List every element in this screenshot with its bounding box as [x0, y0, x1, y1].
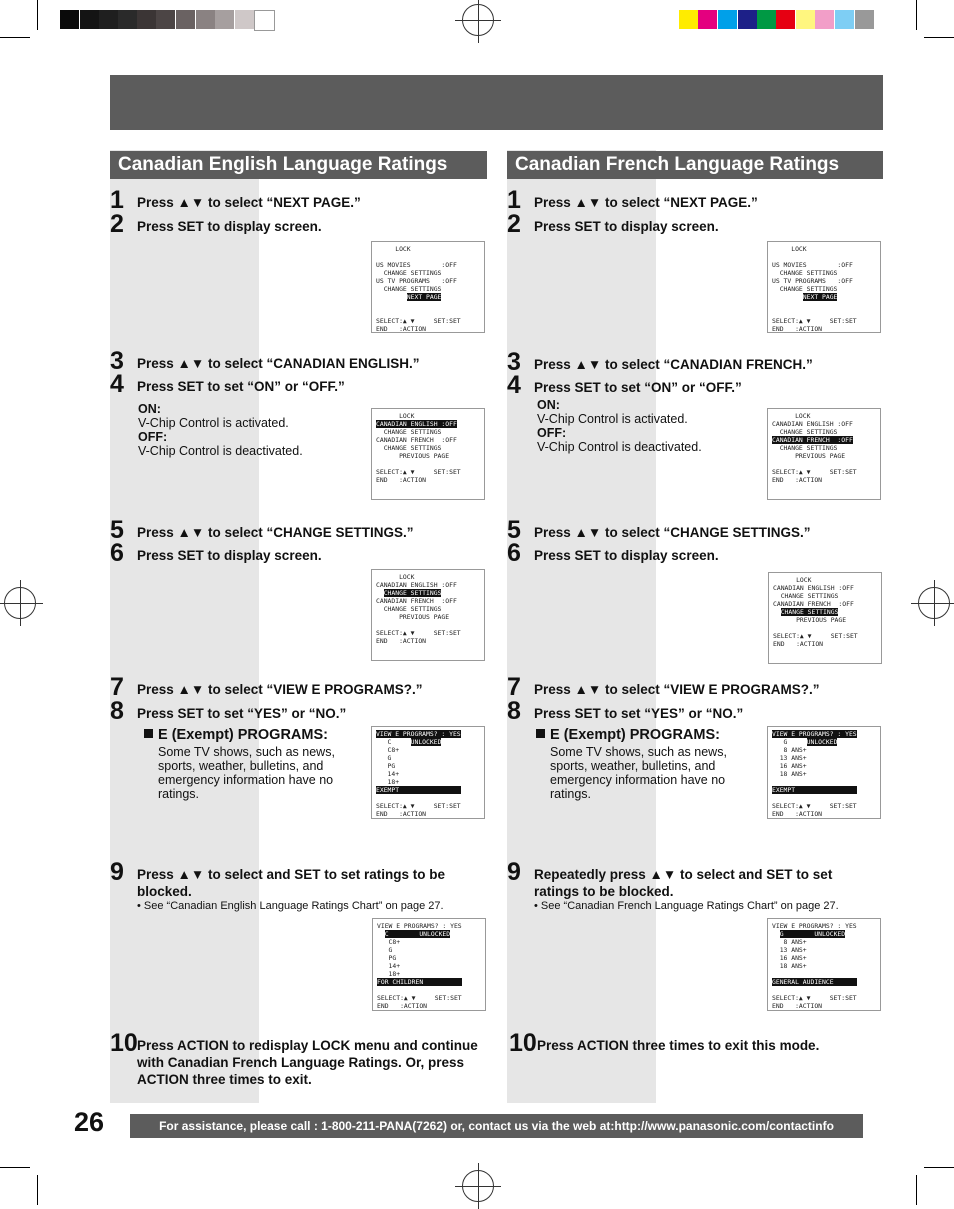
french-section-heading: Canadian French Language Ratings [507, 151, 883, 179]
english-exempt-title: E (Exempt) PROGRAMS: [144, 727, 328, 743]
screen-line [377, 930, 481, 938]
screen-line: US MOVIES :OFF [772, 261, 853, 269]
screen-line: 18+ [377, 970, 401, 978]
screen-line: CANADIAN FRENCH :OFF [376, 436, 457, 444]
screen-line: SELECT:▲ ▼ SET:SET [773, 632, 858, 640]
screen-line: G [376, 754, 392, 762]
screen-line: SELECT:▲ ▼ SET:SET [772, 994, 857, 1002]
english-step-1: Press ▲▼ to select “NEXT PAGE.” [137, 195, 361, 210]
step-number: 4 [507, 371, 521, 399]
color-swatch [196, 10, 215, 29]
registration-mark-icon [918, 587, 950, 619]
screen-highlight: EXEMPT [772, 786, 857, 794]
english-step-10: Press ACTION to redisplay LOCK menu and continue with Canadian French Language Ratings. Or, press ACTION three times to exit. [137, 1038, 478, 1087]
registration-mark-icon [462, 4, 494, 36]
step-number: 1 [507, 186, 521, 214]
color-swatch [757, 10, 776, 29]
screen-highlight: VIEW E PROGRAMS? : YES [772, 730, 857, 738]
screen-line: CANADIAN ENGLISH :OFF [376, 581, 457, 589]
page-number: 26 [74, 1107, 105, 1137]
color-swatch [99, 10, 118, 29]
color-swatch [235, 10, 254, 29]
step-number: 3 [507, 348, 521, 376]
english-step-4: Press SET to set “ON” or “OFF.” [137, 379, 345, 394]
screen-highlight: G UNLOCKED [779, 930, 846, 938]
screen-line: SELECT:▲ ▼ SET:SET [376, 802, 461, 810]
step-number: 2 [110, 210, 124, 238]
color-swatch [698, 10, 717, 29]
step-number: 8 [110, 697, 124, 725]
screen-highlight: UNLOCKED [410, 738, 442, 746]
english-exempt-text: Some TV shows, such as news, sports, weather, bulletins, and emergency information have no ratings. [158, 745, 335, 801]
crop-mark [37, 0, 38, 30]
step-number: 7 [110, 673, 124, 701]
english-section-heading: Canadian English Language Ratings [110, 151, 487, 179]
screen-line [772, 786, 876, 794]
screen-highlight: CANADIAN FRENCH :OFF [772, 436, 853, 444]
screen-line: END :ACTION [377, 1002, 428, 1010]
french-step-10: Press ACTION three times to exit this mode. [537, 1038, 820, 1053]
color-swatch [80, 10, 99, 29]
french-step-2: Press SET to display screen. [534, 219, 719, 234]
english-step-2: Press SET to display screen. [137, 219, 322, 234]
screen-line: CHANGE SETTINGS [772, 428, 838, 436]
color-swatch [718, 10, 737, 29]
screen-line: 16 ANS+ [772, 954, 807, 962]
color-swatch [118, 10, 137, 29]
on-text: V-Chip Control is activated. [138, 416, 289, 430]
screen-line [772, 253, 876, 261]
english-step-5: Press ▲▼ to select “CHANGE SETTINGS.” [137, 525, 414, 540]
screen-line: CHANGE SETTINGS [772, 444, 838, 452]
screen-line: US MOVIES :OFF [376, 261, 457, 269]
color-swatch [796, 10, 815, 29]
step-number: 5 [110, 516, 124, 544]
screen-line [376, 786, 480, 794]
screen-line: CHANGE SETTINGS [376, 285, 442, 293]
french-step-6: Press SET to display screen. [534, 548, 719, 563]
french-step-5: Press ▲▼ to select “CHANGE SETTINGS.” [534, 525, 811, 540]
screen-line [772, 930, 876, 938]
color-swatch [679, 10, 698, 29]
screen-line [772, 794, 876, 802]
step-number: 9 [110, 858, 124, 886]
screen-highlight: UNLOCKED [806, 738, 838, 746]
screen-line: 8 ANS+ [772, 938, 807, 946]
header-bar [110, 75, 883, 130]
screen-line: END :ACTION [773, 640, 824, 648]
screen-line: LOCK [376, 245, 411, 253]
screen-line: LOCK [376, 573, 415, 581]
screen-line: 14+ [377, 962, 401, 970]
english-column-shade [110, 150, 259, 1103]
screen-line: CANADIAN FRENCH :OFF [773, 600, 854, 608]
screen-line: SELECT:▲ ▼ SET:SET [376, 317, 461, 325]
screen-line [376, 621, 480, 629]
english-step-3: Press ▲▼ to select “CANADIAN ENGLISH.” [137, 356, 420, 371]
color-swatch [215, 10, 234, 29]
step-number: 6 [110, 539, 124, 567]
crop-mark [924, 1167, 954, 1168]
screen-line [773, 608, 877, 616]
screen-line [377, 978, 481, 986]
screen-highlight: VIEW E PROGRAMS? : YES [376, 730, 461, 738]
screen-line [376, 589, 480, 597]
screen-line: END :ACTION [772, 810, 823, 818]
screen-line: US TV PROGRAMS :OFF [772, 277, 853, 285]
screen-line [376, 309, 480, 317]
lock-menu-screen [767, 726, 881, 819]
screen-highlight: EXEMPT [376, 786, 461, 794]
screen-line [377, 986, 481, 994]
screen-line: CANADIAN ENGLISH :OFF [772, 420, 853, 428]
screen-line [773, 624, 877, 632]
screen-line: CHANGE SETTINGS [376, 269, 442, 277]
french-step-9-note: • See “Canadian French Language Ratings Chart” on page 27. [534, 900, 839, 912]
screen-line: CHANGE SETTINGS [773, 592, 839, 600]
screen-line [376, 253, 480, 261]
screen-highlight: CANADIAN ENGLISH :OFF [376, 420, 457, 428]
registration-mark-icon [4, 587, 36, 619]
screen-line: C8+ [376, 746, 400, 754]
screen-line: END :ACTION [376, 810, 427, 818]
screen-line: PG [377, 954, 397, 962]
crop-mark [0, 37, 30, 38]
screen-line: VIEW E PROGRAMS? : YES [772, 922, 857, 930]
lock-menu-screen [371, 241, 485, 333]
screen-line: LOCK [772, 412, 811, 420]
screen-highlight: GENERAL AUDIENCE [772, 978, 857, 986]
screen-highlight: CHANGE SETTINGS [383, 589, 442, 597]
screen-highlight: C UNLOCKED [384, 930, 451, 938]
step-number: 7 [507, 673, 521, 701]
lock-menu-screen [371, 408, 485, 500]
screen-line: SELECT:▲ ▼ SET:SET [377, 994, 462, 1002]
screen-line: CANADIAN FRENCH :OFF [376, 597, 457, 605]
english-step-9: Press ▲▼ to select and SET to set ratings to be blocked. [137, 867, 446, 899]
screen-line: PREVIOUS PAGE [773, 616, 847, 624]
step-number: 4 [110, 370, 124, 398]
french-step-4: Press SET to set “ON” or “OFF.” [534, 380, 742, 395]
screen-line: CHANGE SETTINGS [376, 444, 442, 452]
french-step-3: Press ▲▼ to select “CANADIAN FRENCH.” [534, 357, 813, 372]
step-number: 2 [507, 210, 521, 238]
step-number: 1 [110, 186, 124, 214]
screen-line: SELECT:▲ ▼ SET:SET [772, 802, 857, 810]
screen-line: VIEW E PROGRAMS? : YES [377, 922, 462, 930]
screen-line: 8 ANS+ [772, 746, 807, 754]
step-number: 9 [507, 858, 521, 886]
lock-menu-screen [372, 918, 486, 1011]
screen-line: G [377, 946, 393, 954]
french-column-shade [507, 150, 656, 1103]
screen-highlight: FOR CHILDREN [377, 978, 462, 986]
color-swatch [254, 10, 275, 31]
color-swatch [835, 10, 854, 29]
on-label: ON: [537, 398, 560, 412]
screen-line [772, 986, 876, 994]
screen-line: PREVIOUS PAGE [376, 613, 450, 621]
screen-line: CHANGE SETTINGS [772, 285, 838, 293]
english-step-6: Press SET to display screen. [137, 548, 322, 563]
screen-line: 14+ [376, 770, 400, 778]
step-number: 10 [110, 1029, 138, 1057]
screen-line: 18 ANS+ [772, 770, 807, 778]
screen-line: END :ACTION [376, 325, 427, 333]
on-text: V-Chip Control is activated. [537, 412, 688, 426]
screen-line [772, 730, 876, 738]
screen-highlight: CHANGE SETTINGS [780, 608, 839, 616]
french-step-9: Repeatedly press ▲▼ to select and SET to set ratings to be blocked. [534, 867, 833, 899]
screen-line [772, 778, 876, 786]
french-step-7: Press ▲▼ to select “VIEW E PROGRAMS?.” [534, 682, 820, 697]
crop-mark [924, 37, 954, 38]
lock-menu-screen [767, 241, 881, 333]
color-swatch [776, 10, 795, 29]
off-label: OFF: [537, 426, 567, 440]
step-number: 6 [507, 539, 521, 567]
step-number: 3 [110, 347, 124, 375]
color-swatch [738, 10, 757, 29]
french-step-8: Press SET to set “YES” or “NO.” [534, 706, 744, 721]
screen-line: END :ACTION [772, 325, 823, 333]
lock-menu-screen [371, 569, 485, 661]
screen-line [772, 301, 876, 309]
screen-line: PREVIOUS PAGE [376, 452, 450, 460]
color-swatch [60, 10, 79, 29]
screen-line: END :ACTION [772, 1002, 823, 1010]
screen-line [376, 794, 480, 802]
color-swatch [156, 10, 175, 29]
screen-line: LOCK [773, 576, 812, 584]
off-text: V-Chip Control is deactivated. [537, 440, 702, 454]
screen-line [376, 460, 480, 468]
step-number: 8 [507, 697, 521, 725]
screen-line [376, 293, 480, 301]
screen-line: PREVIOUS PAGE [772, 452, 846, 460]
screen-line [772, 293, 876, 301]
screen-line: C8+ [377, 938, 401, 946]
english-on-off-explanation [138, 402, 348, 458]
english-step-8: Press SET to set “YES” or “NO.” [137, 706, 347, 721]
screen-line: SELECT:▲ ▼ SET:SET [376, 629, 461, 637]
crop-mark [916, 0, 917, 30]
lock-menu-screen [768, 572, 882, 664]
french-on-off-explanation [537, 398, 752, 454]
screen-line: 13 ANS+ [772, 754, 807, 762]
crop-mark [916, 1175, 917, 1205]
english-step-9-note: • See “Canadian English Language Ratings Chart” on page 27. [137, 900, 444, 912]
screen-line: 13 ANS+ [772, 946, 807, 954]
screen-highlight: NEXT PAGE [802, 293, 838, 301]
screen-line: 16 ANS+ [772, 762, 807, 770]
screen-line: CANADIAN ENGLISH :OFF [773, 584, 854, 592]
french-exempt-title: E (Exempt) PROGRAMS: [536, 727, 720, 743]
screen-highlight: NEXT PAGE [406, 293, 442, 301]
step-number: 5 [507, 516, 521, 544]
screen-line: US TV PROGRAMS :OFF [376, 277, 457, 285]
screen-line: G UNLOCKED [772, 738, 838, 746]
lock-menu-screen [371, 726, 485, 819]
footer-assistance-bar: For assistance, please call : 1-800-211-PANA(7262) or, contact us via the web at:http://www.panasonic.com/contactinfo [130, 1114, 863, 1138]
screen-line [772, 436, 876, 444]
off-text: V-Chip Control is deactivated. [138, 444, 303, 458]
color-swatch [137, 10, 156, 29]
registration-mark-icon [462, 1170, 494, 1202]
lock-menu-screen [767, 918, 881, 1011]
screen-line: 18+ [376, 778, 400, 786]
color-swatch [855, 10, 874, 29]
step-number: 10 [509, 1029, 537, 1057]
screen-line [772, 978, 876, 986]
crop-mark [37, 1175, 38, 1205]
screen-line: 18 ANS+ [772, 962, 807, 970]
screen-line [376, 301, 480, 309]
screen-line [772, 309, 876, 317]
french-step-1: Press ▲▼ to select “NEXT PAGE.” [534, 195, 758, 210]
crop-mark [0, 1167, 30, 1168]
screen-line: CHANGE SETTINGS [772, 269, 838, 277]
screen-line: END :ACTION [376, 476, 427, 484]
screen-line [376, 730, 480, 738]
screen-line: SELECT:▲ ▼ SET:SET [772, 468, 857, 476]
english-step-7: Press ▲▼ to select “VIEW E PROGRAMS?.” [137, 682, 423, 697]
screen-line [772, 970, 876, 978]
screen-line: LOCK [772, 245, 807, 253]
screen-line: PG [376, 762, 396, 770]
color-swatch [815, 10, 834, 29]
french-exempt-text: Some TV shows, such as news, sports, weather, bulletins, and emergency information have no ratings. [550, 745, 727, 801]
screen-line: END :ACTION [772, 476, 823, 484]
on-label: ON: [138, 402, 161, 416]
screen-line: SELECT:▲ ▼ SET:SET [376, 468, 461, 476]
lock-menu-screen [767, 408, 881, 500]
screen-line: END :ACTION [376, 637, 427, 645]
off-label: OFF: [138, 430, 168, 444]
screen-line [772, 460, 876, 468]
screen-line: LOCK [376, 412, 415, 420]
color-swatch [176, 10, 195, 29]
screen-line: SELECT:▲ ▼ SET:SET [772, 317, 857, 325]
screen-line: CHANGE SETTINGS [376, 605, 442, 613]
screen-line [376, 420, 480, 428]
screen-line: C UNLOCKED [376, 738, 442, 746]
screen-line: CHANGE SETTINGS [376, 428, 442, 436]
